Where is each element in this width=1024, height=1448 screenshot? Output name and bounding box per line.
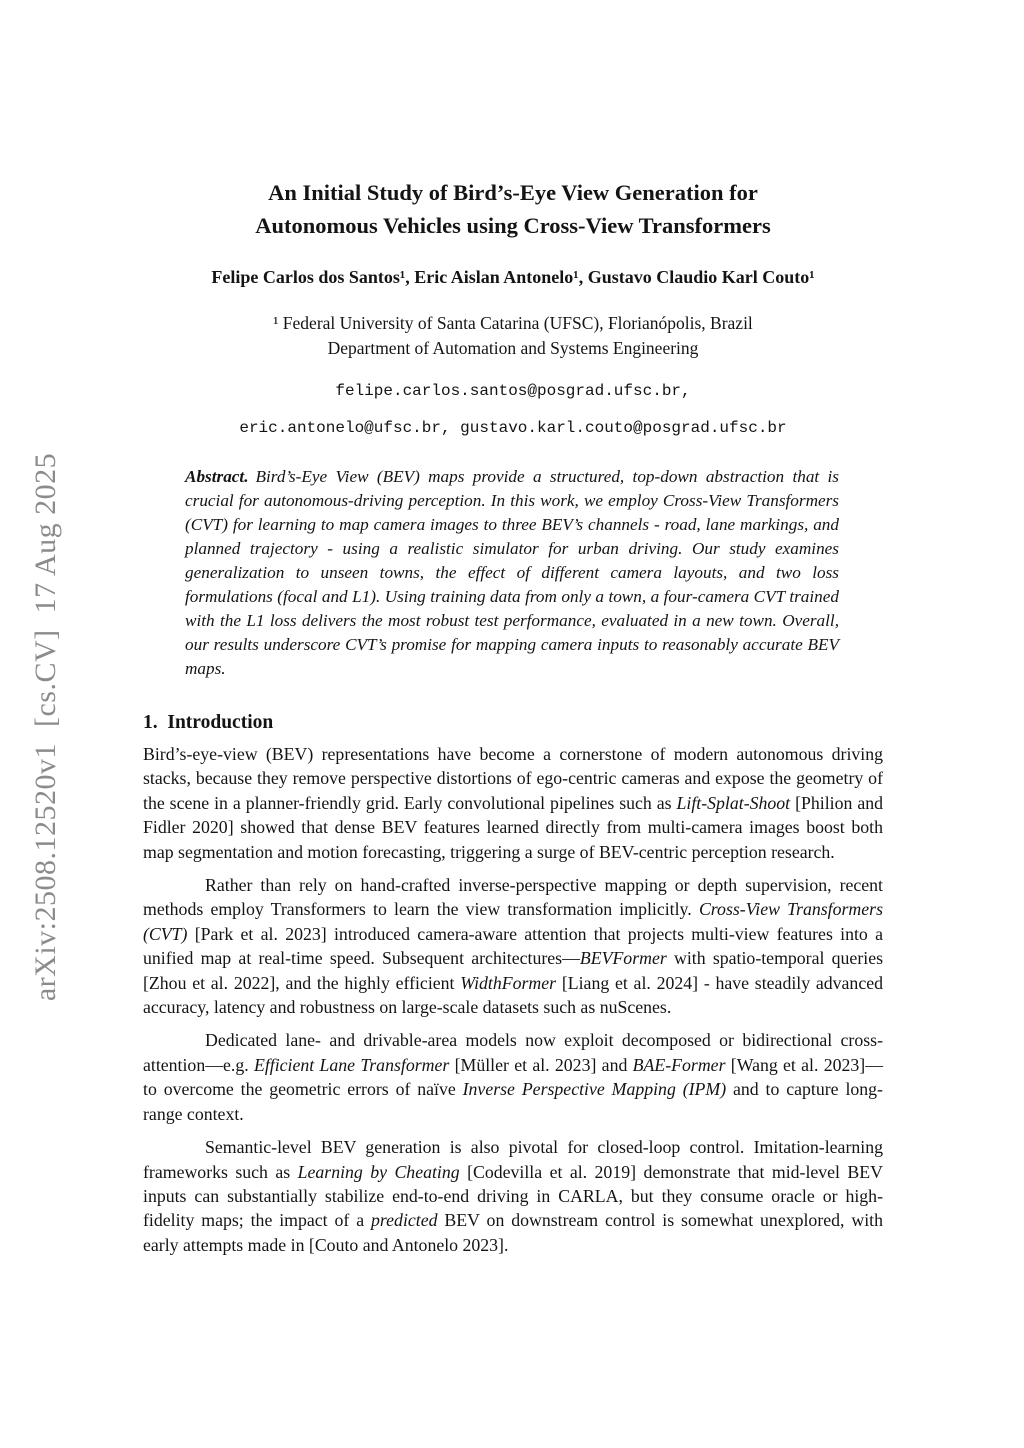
italic-text-run: WidthFormer <box>460 972 557 993</box>
italic-text-run: Cross-View Transformers (CVT) <box>143 899 883 944</box>
text-run: Semantic-level BEV generation is also pivotal for closed-loop control. Imitation-learning frameworks such as <box>143 1137 883 1182</box>
email-line-2: eric.antonelo@ufsc.br, gustavo.karl.couto@posgrad.ufsc.br <box>239 419 787 437</box>
abstract-text: Bird’s-Eye View (BEV) maps provide a structured, top-down abstraction that is crucial for autonomous-driving perception. In this work, we employ Cross-View Transformers (CVT) for learning to map camera images to three BEV’s channels - road, lane markings, and planned trajectory - using a realistic simulator for urban driving. Our study examines generalization to unseen towns, the effect of different camera layouts, and two loss formulations (focal and L1). Using training data from only a town, a four-camera CVT trained with the L1 loss delivers the most robust test performance, evaluated in a new town. Overall, our results underscore CVT’s promise for mapping camera inputs to reasonably accurate BEV maps. <box>185 467 839 678</box>
paragraph <box>143 1135 883 1257</box>
paragraph <box>143 742 883 864</box>
affiliation-line-1: ¹ Federal University of Santa Catarina (UFSC), Florianópolis, Brazil <box>273 313 753 333</box>
text-run: [Müller et al. 2023] and <box>449 1054 633 1075</box>
text-run: [Liang et al. 2024] - have steadily advanced accuracy, latency and robustness on large-scale datasets such as nuScenes. <box>143 972 883 1018</box>
abstract-label: Abstract. <box>185 467 249 486</box>
italic-text-run: BEVFormer <box>579 948 667 969</box>
italic-text-run: Efficient Lane Transformer <box>253 1054 450 1075</box>
introduction-body <box>143 742 883 1257</box>
text-run: [Philion and Fidler 2020] showed that dense BEV features learned directly from multi-camera images boost both map segmentation and motion forecasting, triggering a surge of BEV-centric perception research. <box>143 792 883 862</box>
text-run: Dedicated lane- and drivable-area models now exploit decomposed or bidirectional cross-attention—e.g. <box>143 1030 883 1075</box>
paper-title-line-2: Autonomous Vehicles using Cross-View Transformers <box>255 213 771 238</box>
paper-authors: Felipe Carlos dos Santos¹, Eric Aislan Antonelo¹, Gustavo Claudio Karl Couto¹ <box>211 267 815 287</box>
italic-text-run: Learning by Cheating <box>297 1161 460 1182</box>
paper-title-line-1: An Initial Study of Bird’s-Eye View Generation for <box>268 180 758 205</box>
paragraph <box>143 1028 883 1126</box>
italic-text-run: Lift-Splat-Shoot <box>676 792 791 813</box>
arxiv-watermark: arXiv:2508.12520v1 [cs.CV] 17 Aug 2025 <box>29 452 62 1002</box>
text-run: BEV on downstream control is somewhat unexplored, with early attempts made in [Couto and Antonelo 2023]. <box>143 1210 883 1255</box>
italic-text-run: predicted <box>371 1210 438 1231</box>
text-run: with spatio-temporal queries [Zhou et al. 2022], and the highly efficient <box>143 948 884 993</box>
affiliation <box>143 311 883 361</box>
paragraph <box>143 873 883 1019</box>
italic-text-run: Inverse Perspective Mapping (IPM) <box>462 1079 727 1100</box>
text-run: Rather than rely on hand-crafted inverse-perspective mapping or depth supervision, recent methods employ Transformers to learn the view transformation implicitly. <box>143 875 883 920</box>
affiliation-line-2: Department of Automation and Systems Engineering <box>327 338 699 358</box>
text-run: [Codevilla et al. 2019] demonstrate that mid-level BEV inputs can substantially stabilize end-to-end driving in CARLA, but they consume oracle or high-fidelity maps; the impact of a <box>143 1161 883 1231</box>
paper-title <box>143 176 883 242</box>
text-run: Bird’s-eye-view (BEV) representations have become a cornerstone of modern autonomous driving stacks, because they remove perspective distortions of ego-centric cameras and expose the geometry of the scene in a planner-friendly grid. Early convolutional pipelines such as <box>143 744 883 813</box>
text-run: [Park et al. 2023] introduced camera-aware attention that projects multi-view features into a unified map at real-time speed. Subsequent architectures— <box>143 923 883 969</box>
abstract <box>185 465 839 681</box>
text-run: [Wang et al. 2023]—to overcome the geometric errors of naïve <box>143 1054 884 1100</box>
email-line-1: felipe.carlos.santos@posgrad.ufsc.br, <box>335 382 691 400</box>
paper-content <box>143 0 883 1257</box>
section-heading-introduction: 1. Introduction <box>143 712 274 733</box>
italic-text-run: BAE-Former <box>632 1054 726 1075</box>
text-run: and to capture long-range context. <box>143 1079 883 1124</box>
